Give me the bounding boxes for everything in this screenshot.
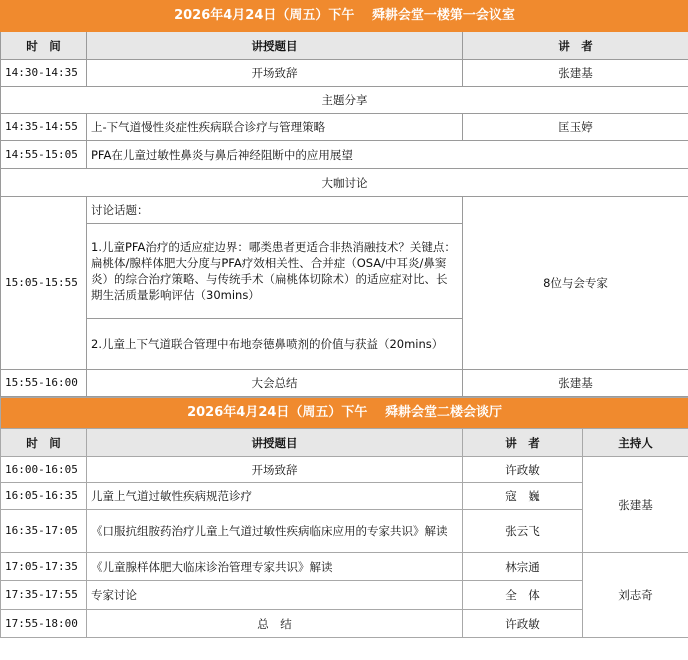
s1-discussion-topic2: 2.儿童上下气道联合管理中布地奈德鼻喷剂的价值与获益（20mins） bbox=[87, 319, 463, 370]
session2-table bbox=[0, 397, 688, 638]
s2-row5-topic: 专家讨论 bbox=[87, 581, 463, 610]
s1-talk1-speaker: 匡玉婷 bbox=[463, 114, 688, 141]
s1-talk1-topic: 上-下气道慢性炎症性疾病联合诊疗与管理策略 bbox=[87, 114, 463, 141]
s1-section-discussion: 大咖讨论 bbox=[1, 169, 688, 197]
s1-discussion-topic1: 1.儿童PFA治疗的适应症边界：哪类患者更适合非热消融技术？关键点：扁桃体/腺样体肥大分度与PFA疗效相关性、合并症（OSA/中耳炎/鼻窦炎）的综合治疗策略、与传统手术（扁桃体切除术）的适应症对比、长期生活质量影响评估（30mins） bbox=[87, 224, 463, 319]
s1-opening-speaker: 张建基 bbox=[463, 60, 688, 87]
s2-row3-topic: 《口服抗组胺药治疗儿童上气道过敏性疾病临床应用的专家共识》解读 bbox=[87, 510, 463, 553]
session2-banner: 2026年4月24日（周五）下午 舜耕会堂二楼会谈厅 bbox=[1, 398, 688, 429]
s1-discussion-intro: 讨论话题： bbox=[87, 197, 463, 224]
s2-row1-speaker: 许政敏 bbox=[463, 457, 583, 483]
s2-row2-speaker: 寇 巍 bbox=[463, 483, 583, 510]
s2-row1-topic: 开场致辞 bbox=[87, 457, 463, 483]
s1-opening-topic: 开场致辞 bbox=[87, 60, 463, 87]
s1-header-topic: 讲授题目 bbox=[87, 32, 463, 60]
session1-banner: 2026年4月24日（周五）下午 舜耕会堂一楼第一会议室 bbox=[1, 1, 688, 32]
s2-row1-time: 16:00-16:05 bbox=[1, 457, 87, 483]
s1-talk1-time: 14:35-14:55 bbox=[1, 114, 87, 141]
s2-row6-time: 17:55-18:00 bbox=[1, 610, 87, 638]
s1-opening-time: 14:30-14:35 bbox=[1, 60, 87, 87]
s2-row5-speaker: 全 体 bbox=[463, 581, 583, 610]
s2-row3-time: 16:35-17:05 bbox=[1, 510, 87, 553]
s2-host-1: 张建基 bbox=[583, 457, 688, 553]
s1-talk2-time: 14:55-15:05 bbox=[1, 141, 87, 169]
s2-header-speaker: 讲 者 bbox=[463, 429, 583, 457]
s2-row6-speaker: 许政敏 bbox=[463, 610, 583, 638]
s2-header-time: 时 间 bbox=[1, 429, 87, 457]
s2-row6-topic: 总 结 bbox=[87, 610, 463, 638]
s1-discussion-speaker: 8位与会专家 bbox=[463, 197, 688, 370]
s1-section-keynote: 主题分享 bbox=[1, 87, 688, 114]
s1-closing-topic: 大会总结 bbox=[87, 370, 463, 397]
s2-row4-topic: 《儿童腺样体肥大临床诊治管理专家共识》解读 bbox=[87, 553, 463, 581]
s1-closing-speaker: 张建基 bbox=[463, 370, 688, 397]
s2-header-topic: 讲授题目 bbox=[87, 429, 463, 457]
s1-talk2-topic: PFA在儿童过敏性鼻炎与鼻后神经阻断中的应用展望 bbox=[87, 141, 688, 169]
s2-row3-speaker: 张云飞 bbox=[463, 510, 583, 553]
s2-header-host: 主持人 bbox=[583, 429, 688, 457]
s2-row5-time: 17:35-17:55 bbox=[1, 581, 87, 610]
s2-row2-topic: 儿童上气道过敏性疾病规范诊疗 bbox=[87, 483, 463, 510]
s1-header-speaker: 讲 者 bbox=[463, 32, 688, 60]
s2-host-2: 刘志奇 bbox=[583, 553, 688, 638]
s1-closing-time: 15:55-16:00 bbox=[1, 370, 87, 397]
s2-row4-speaker: 林宗通 bbox=[463, 553, 583, 581]
s1-header-time: 时 间 bbox=[1, 32, 87, 60]
s1-discussion-time: 15:05-15:55 bbox=[1, 197, 87, 370]
s2-row4-time: 17:05-17:35 bbox=[1, 553, 87, 581]
s2-row2-time: 16:05-16:35 bbox=[1, 483, 87, 510]
